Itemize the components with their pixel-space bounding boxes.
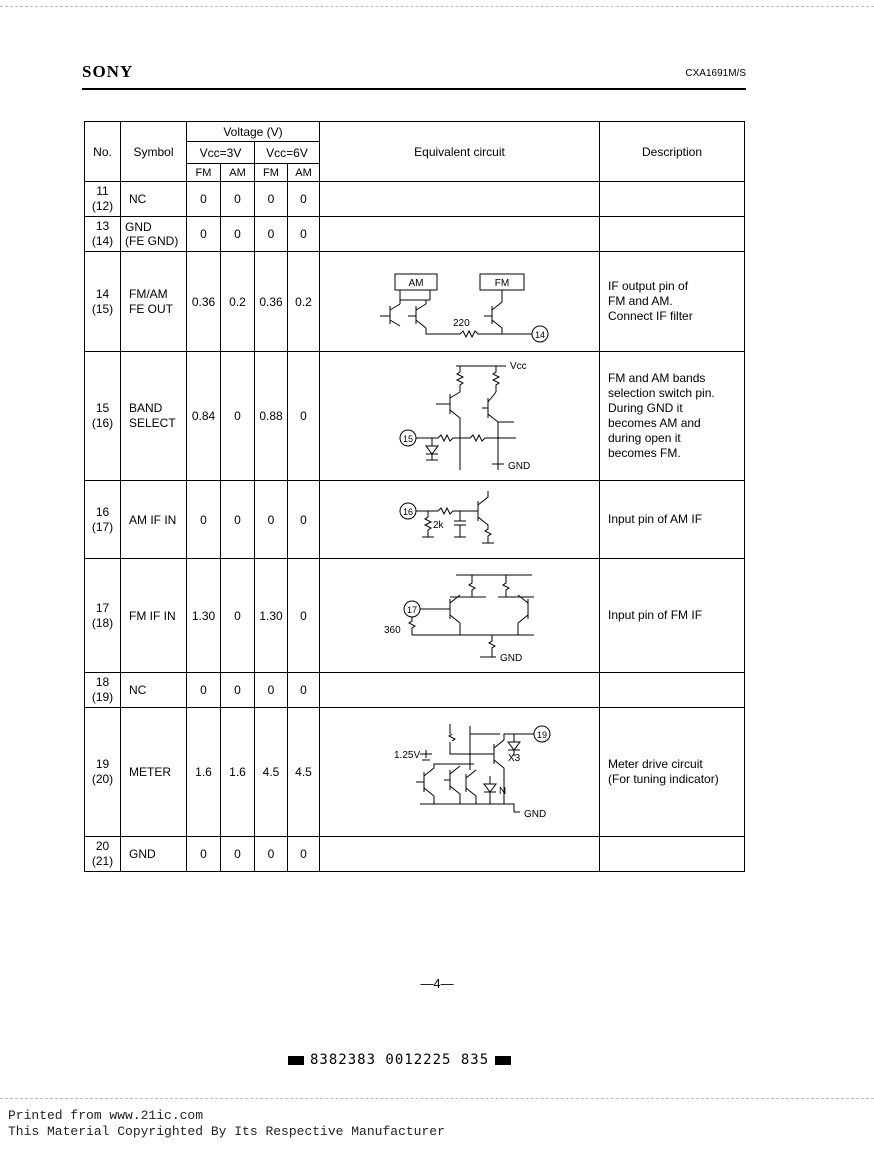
v3-am: 1.6 — [221, 708, 255, 837]
symbol: GND — [125, 220, 152, 234]
v6-am: 0.2 — [288, 252, 320, 352]
pin-number-cell — [85, 837, 121, 872]
v6-fm: 0.88 — [255, 352, 288, 481]
pin-number-cell — [85, 481, 121, 559]
description-line: IF output pin of — [608, 279, 689, 293]
brand-logo: SONY — [82, 62, 134, 81]
symbol: METER — [129, 765, 171, 779]
header-v3-fm: FM — [187, 164, 221, 182]
symbol-line2: (FE GND) — [125, 234, 179, 248]
description-line: Meter drive circuit — [608, 757, 703, 771]
mirror-transistor-2 — [444, 766, 460, 794]
pin-number-cell — [85, 559, 121, 673]
circuit-cell — [320, 217, 600, 252]
table-row — [85, 352, 745, 481]
vref-label: 1.25V — [394, 750, 421, 761]
n-diode — [484, 776, 496, 804]
transistor-2 — [408, 304, 426, 328]
copyright-text: This Material Copyrighted By Its Respective Manufacturer — [8, 1124, 445, 1139]
v6-fm: 1.30 — [255, 559, 288, 673]
fe-out-circuit-diagram — [320, 252, 600, 351]
pin-number-alt: (16) — [91, 416, 114, 430]
output-line — [426, 328, 532, 337]
v3-am: 0 — [221, 559, 255, 673]
top-edge-line — [0, 6, 874, 7]
symbol: BAND — [129, 401, 163, 415]
v6-fm: 0 — [255, 673, 288, 708]
circuit-cell — [320, 708, 600, 837]
circuit-cell — [320, 837, 600, 872]
pin-number: 20 — [95, 839, 110, 853]
v3-fm: 0 — [187, 837, 221, 872]
header-no: No. — [85, 122, 121, 182]
v6-am: 0 — [288, 217, 320, 252]
circuit-cell — [320, 182, 600, 217]
pin-number: 19 — [95, 757, 110, 771]
symbol-cell — [121, 252, 187, 352]
circuit-cell — [320, 352, 600, 481]
symbol-line2: SELECT — [129, 416, 176, 430]
barcode-block-left — [288, 1056, 304, 1065]
v6-am: 4.5 — [288, 708, 320, 837]
mirror-transistor-3 — [466, 756, 476, 796]
pin-label: 19 — [536, 730, 548, 740]
description-cell — [600, 837, 745, 872]
symbol-cell — [121, 481, 187, 559]
circuit-cell — [320, 252, 600, 352]
barcode-text: 8382383 0012225 835 — [310, 1052, 490, 1068]
v3-am: 0 — [221, 217, 255, 252]
header-vcc3: Vcc=3V — [187, 142, 255, 164]
resistor-right — [493, 366, 499, 392]
v6-am: 0 — [288, 559, 320, 673]
description-cell — [600, 481, 745, 559]
circuit-cell — [320, 559, 600, 673]
v6-fm: 0 — [255, 481, 288, 559]
header-description: Description — [600, 122, 745, 182]
pin-number-cell — [85, 708, 121, 837]
v6-fm: 0 — [255, 837, 288, 872]
print-notice — [8, 1108, 445, 1140]
symbol: FM IF IN — [129, 608, 176, 623]
description-cell — [600, 673, 745, 708]
symbol-cell — [121, 182, 187, 217]
output-transistor — [470, 734, 530, 768]
pin-number: 14 — [95, 286, 110, 301]
v3-am: 0.2 — [221, 252, 255, 352]
pin-label: 17 — [406, 605, 418, 615]
table-row — [85, 708, 745, 837]
transistor-left — [436, 392, 460, 418]
transistor-left — [450, 595, 486, 623]
symbol-cell — [121, 217, 187, 252]
transistor-3 — [484, 290, 502, 328]
v3-fm: 0.36 — [187, 252, 221, 352]
am-block-label: AM — [408, 278, 424, 289]
header-rule — [82, 88, 746, 90]
pin-number-alt: (17) — [91, 519, 114, 534]
band-select-circuit-diagram — [320, 352, 600, 480]
header-v6-am: AM — [288, 164, 320, 182]
symbol-cell — [121, 837, 187, 872]
v3-fm: 0 — [187, 217, 221, 252]
v6-fm: 4.5 — [255, 708, 288, 837]
table-row — [85, 837, 745, 872]
symbol: NC — [129, 192, 147, 206]
header-circuit: Equivalent circuit — [320, 122, 600, 182]
pin-number: 18 — [95, 675, 110, 689]
pin-number-cell — [85, 673, 121, 708]
description-line: becomes AM and — [608, 416, 701, 430]
v3-am: 0 — [221, 352, 255, 481]
transistor-right — [498, 595, 534, 623]
transistor-1 — [380, 304, 400, 326]
header-v3-am: AM — [221, 164, 255, 182]
header-row-1 — [85, 122, 745, 142]
capacitor-to-ground — [454, 511, 466, 537]
symbol-cell — [121, 673, 187, 708]
pin-number-alt: (12) — [91, 199, 114, 213]
v6-fm: 0 — [255, 182, 288, 217]
pin-number: 17 — [95, 600, 110, 615]
pin-label: 14 — [534, 330, 546, 340]
table-row — [85, 481, 745, 559]
description-line: Input pin of FM IF — [608, 608, 703, 622]
barcode-block-right — [495, 1056, 511, 1065]
v3-am: 0 — [221, 837, 255, 872]
header-symbol: Symbol — [121, 122, 187, 182]
symbol-line2: FE OUT — [129, 301, 173, 316]
v6-fm: 0.36 — [255, 252, 288, 352]
symbol-cell — [121, 708, 187, 837]
description-cell — [600, 182, 745, 217]
pin-number: 11 — [96, 184, 109, 198]
pin-number-cell — [85, 252, 121, 352]
transistor-right — [482, 392, 498, 422]
header-voltage: Voltage (V) — [187, 122, 320, 142]
description-cell — [600, 559, 745, 673]
pin-number-alt: (21) — [91, 854, 114, 868]
symbol: NC — [129, 683, 147, 697]
circuit-cell — [320, 481, 600, 559]
printed-from-text: Printed from www.21ic.com — [8, 1108, 204, 1123]
circuit-cell — [320, 673, 600, 708]
description-cell — [600, 252, 745, 352]
barcode-line — [282, 1052, 517, 1068]
output-diode — [508, 734, 520, 750]
pin-number-alt: (20) — [91, 772, 114, 786]
gnd-label: GND — [524, 809, 547, 820]
v6-fm: 0 — [255, 217, 288, 252]
gnd-label: GND — [500, 653, 523, 664]
input-line — [416, 435, 516, 441]
v6-am: 0 — [288, 481, 320, 559]
v3-fm: 0.84 — [187, 352, 221, 481]
description-cell — [600, 352, 745, 481]
gnd-label: GND — [508, 461, 531, 472]
v6-am: 0 — [288, 837, 320, 872]
table-row — [85, 673, 745, 708]
vcc-label: Vcc — [510, 361, 527, 372]
transistor-links — [400, 300, 426, 304]
description-cell — [600, 708, 745, 837]
diode-to-ground — [426, 438, 438, 460]
resistor-value: 360 — [384, 625, 401, 636]
description-line: FM and AM. — [608, 294, 673, 308]
v3-fm: 0 — [187, 673, 221, 708]
vref-source — [420, 750, 432, 760]
pin-number: 16 — [95, 504, 110, 519]
v3-fm: 0 — [187, 481, 221, 559]
description-line: Input pin of AM IF — [608, 512, 703, 526]
table-row — [85, 182, 745, 217]
tail-resistor — [460, 623, 518, 657]
pin-number-alt: (18) — [91, 615, 114, 630]
v3-am: 0 — [221, 182, 255, 217]
pin-label: 16 — [402, 507, 414, 517]
v3-am: 0 — [221, 481, 255, 559]
description-line: during open it — [608, 431, 681, 445]
page-number: —4— — [420, 976, 454, 991]
bottom-edge-line — [0, 1098, 874, 1099]
pin-number: 15 — [95, 401, 110, 415]
symbol-cell — [121, 559, 187, 673]
symbol: AM IF IN — [129, 512, 177, 527]
resistor-value: 220 — [453, 318, 470, 329]
fm-if-in-circuit-diagram — [320, 559, 600, 672]
v3-fm: 1.6 — [187, 708, 221, 837]
v6-am: 0 — [288, 182, 320, 217]
bias-resistor — [409, 617, 534, 635]
meter-circuit-diagram — [320, 708, 600, 836]
description-cell — [600, 217, 745, 252]
description-line: Connect IF filter — [608, 309, 693, 323]
symbol: GND — [129, 847, 156, 861]
am-if-in-circuit-diagram — [320, 481, 600, 558]
pin-number: 13 — [95, 219, 110, 233]
resistor-value: 2k — [433, 520, 444, 531]
v3-fm: 0 — [187, 182, 221, 217]
transistor — [478, 491, 494, 543]
description-line: FM and AM bands — [608, 371, 706, 385]
header-vcc6: Vcc=6V — [255, 142, 320, 164]
table-row — [85, 217, 745, 252]
v3-am: 0 — [221, 673, 255, 708]
v6-am: 0 — [288, 352, 320, 481]
pin-number-cell — [85, 217, 121, 252]
pin-number-alt: (15) — [91, 301, 114, 316]
fm-block-label: FM — [494, 278, 510, 289]
table-row — [85, 252, 745, 352]
header-v6-fm: FM — [255, 164, 288, 182]
pin-number-alt: (19) — [91, 690, 114, 704]
part-number: CXA1691M/S — [685, 68, 746, 79]
ref-resistor — [449, 724, 486, 754]
pin-number-alt: (14) — [91, 234, 114, 248]
n-label: N — [499, 786, 507, 797]
pin-number-cell — [85, 352, 121, 481]
description-line: selection switch pin. — [608, 386, 715, 400]
symbol-cell — [121, 352, 187, 481]
pin-label: 15 — [402, 434, 414, 444]
top-resistors — [469, 575, 509, 597]
pin-table — [84, 121, 745, 872]
description-line: becomes FM. — [608, 446, 681, 460]
input-line — [416, 508, 478, 514]
v6-am: 0 — [288, 673, 320, 708]
symbol: FM/AM — [129, 286, 168, 301]
multiplier-label: X3 — [508, 753, 521, 764]
v3-fm: 1.30 — [187, 559, 221, 673]
table-row — [85, 559, 745, 673]
description-line: (For tuning indicator) — [608, 772, 719, 786]
pin-number-cell — [85, 182, 121, 217]
description-line: During GND it — [608, 401, 683, 415]
